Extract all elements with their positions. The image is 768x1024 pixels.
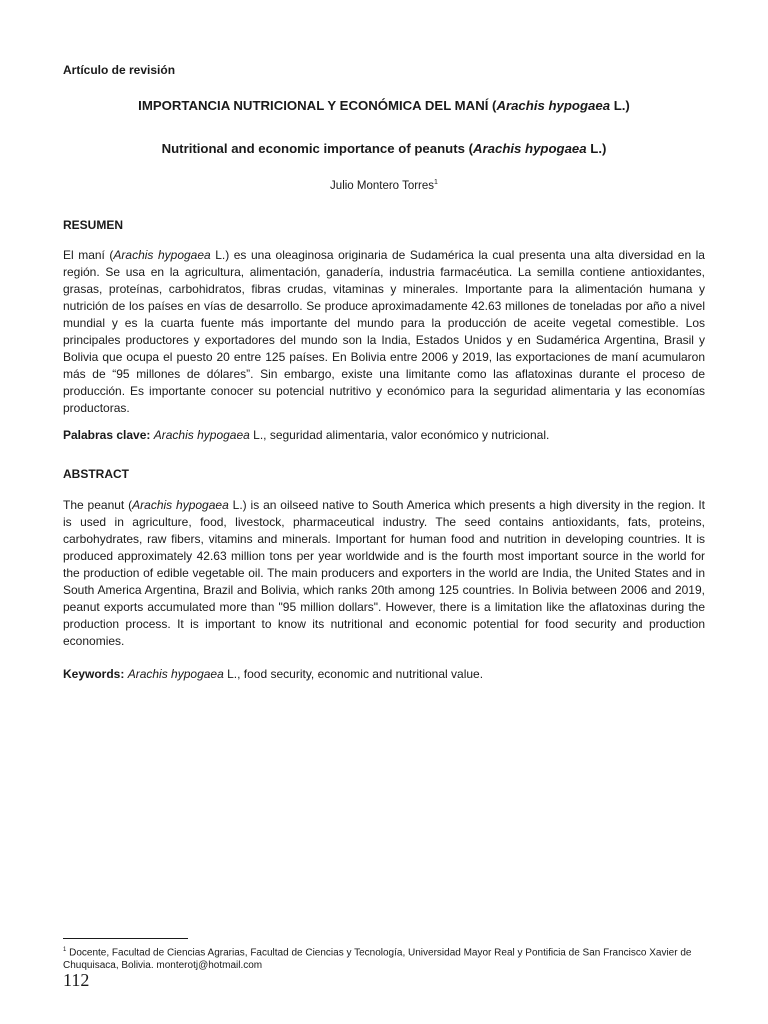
palabras-clave xyxy=(63,427,705,444)
title-es-before: IMPORTANCIA NUTRICIONAL Y ECONÓMICA DEL MANÍ ( xyxy=(138,98,497,113)
abstract-species: Arachis hypogaea xyxy=(132,498,229,512)
keywords xyxy=(63,666,705,683)
article-type-label: Artículo de revisión xyxy=(63,63,176,77)
title-en-species: Arachis hypogaea xyxy=(473,141,587,156)
footnote-text: Docente, Facultad de Ciencias Agrarias, Facultad de Ciencias y Tecnología, Universidad Mayor Real y Pontificia de San Francisco Xavier de Chuquisaca, Bolivia. monterotj@hotmail.com xyxy=(63,947,692,972)
palabras-clave-label: Palabras clave: xyxy=(63,428,151,442)
resumen-paragraph xyxy=(63,247,705,417)
palabras-clave-species: Arachis hypogaea xyxy=(153,428,250,442)
author-name: Julio Montero Torres xyxy=(330,179,435,192)
title-es-after: L.) xyxy=(610,98,630,113)
title-en-after: L.) xyxy=(586,141,607,156)
resumen-body: L.) es una oleaginosa originaria de Sudamérica la cual presenta una alta diversidad en la región. Se usa en la agricultura, alimentación, ganadería, industria farmacéutica. La semilla contiene antioxidantes, grasas, proteínas, carbohidratos, fibras crudas, vitaminas y minerales. Importante para la alimentación humana y nutrición de los países en vías de desarrollo. Se produce aproximadamente 42.63 millones de toneladas por año a nivel mundial y es la cuarta fuente más importante del mundo para la producción de aceite vegetal comestible. Los principales productores y exportadores del mundo son la India, Estados Unidos y en Sudamérica Argentina, Brasil y Bolivia que ocupa el puesto 20 entre 125 países. En Bolivia entre 2006 y 2019, las exportaciones de maní acumularon más de “95 millones de dólares”. Sin embargo, existe una limitante como las aflatoxinas durante el proceso de producción. Es importante conocer su potencial nutritivo y económico para la seguridad alimentaria y las economías productoras. xyxy=(63,248,705,415)
footnote xyxy=(63,944,705,972)
title-es-species: Arachis hypogaea xyxy=(496,98,611,113)
abstract-body: L.) is an oilseed native to South America which presents a high diversity in the region. It is used in agriculture, food, livestock, pharmaceutical industry. The seed contains antioxidants, fats, proteins, carbohydrates, raw fibers, vitamins and minerals. Important for human food and nutrition in developing countries. It is produced approximately 42.63 million tons per year worldwide and is the fourth most important source in the world for the production of edible vegetable oil. The main producers and exporters in the world are India, the United States and in South America Argentina, Brazil and Bolivia, which ranks 20th among 125 countries. In Bolivia between 2006 and 2019, peanut exports accumulated more than "95 million dollars". However, there is a limitation like the aflatoxinas during the production process. It is important to know its nutritional and economic potential for food security and production economies. xyxy=(63,498,705,648)
author-line xyxy=(63,179,705,192)
keywords-rest: L., food security, economic and nutritional value. xyxy=(223,667,484,681)
abstract-heading: ABSTRACT xyxy=(63,467,129,481)
title-english xyxy=(63,141,705,156)
footnote-divider xyxy=(63,938,188,939)
resumen-intro: El maní ( xyxy=(63,248,114,262)
title-spanish xyxy=(63,98,705,113)
resumen-heading: RESUMEN xyxy=(63,218,124,232)
keywords-species: Arachis hypogaea xyxy=(127,667,224,681)
abstract-paragraph xyxy=(63,497,705,650)
title-en-before: Nutritional and economic importance of peanuts ( xyxy=(161,141,473,156)
footnote-mark: 1 xyxy=(63,947,67,953)
keywords-label: Keywords: xyxy=(63,667,125,681)
author-affiliation-mark: 1 xyxy=(434,179,438,186)
abstract-intro: The peanut ( xyxy=(63,498,133,512)
page-number: 112 xyxy=(63,970,90,990)
paper-page xyxy=(63,0,705,1024)
palabras-clave-rest: L., seguridad alimentaria, valor económico y nutricional. xyxy=(249,428,550,442)
resumen-species: Arachis hypogaea xyxy=(113,248,211,262)
